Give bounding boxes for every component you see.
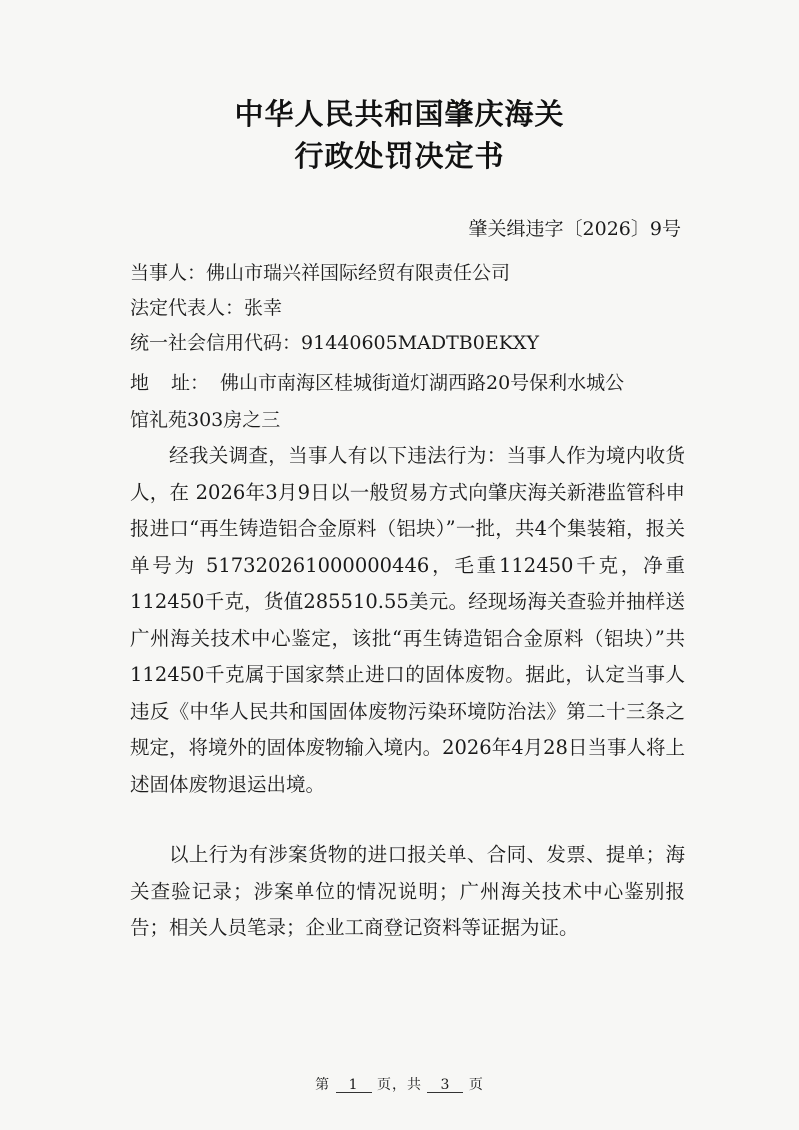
address-continuation-line <box>130 405 280 432</box>
credit-code-value: 91440605MADTB0EKXY <box>301 332 539 354</box>
address-label <box>130 368 220 395</box>
address-line <box>130 368 624 395</box>
party-line <box>130 258 510 285</box>
address-value-line2: 馆礼苑303房之三 <box>130 409 281 431</box>
legal-rep-label: 法定代表人： <box>130 297 245 319</box>
party-label: 当事人： <box>130 262 207 284</box>
legal-rep-line <box>130 293 282 320</box>
footer-prefix: 第 <box>315 1077 331 1093</box>
credit-code-label: 统一社会信用代码： <box>130 332 302 354</box>
violation-paragraph: 经我关调查，当事人有以下违法行为：当事人作为境内收货人，在 2026年3月9日以一般贸易方式向肇庆海关新港监管科申报进口“再生铸造铝合金原料（铝块）”一批，共4个集装箱，报关单号为 517320261000000446，毛重112450千克，净重112450千克，货值285510.55美元。经现场海关查验并抽样送广州海关技术中心鉴定，该批“再生铸造铝合金原料（铝块）”共112450千克属于国家禁止进口的固体废物。据此，认定当事人违反《中华人民共和国固体废物污染环境防治法》第二十三条之规定，将境外的固体废物输入境内。2026年4月28日当事人将上述固体废物退运出境。 <box>130 444 685 796</box>
credit-code-line <box>130 328 539 355</box>
party-value: 佛山市瑞兴祥国际经贸有限责任公司 <box>206 262 511 284</box>
page-footer <box>0 1074 799 1094</box>
legal-rep-value: 张幸 <box>244 297 283 319</box>
address-label-b: 址： <box>171 372 210 394</box>
address-value-line1: 佛山市南海区桂城街道灯湖西路20号保利水城公 <box>220 372 625 394</box>
document-title-line1: 中华人民共和国肇庆海关 <box>234 97 565 131</box>
document-title-line2: 行政处罚决定书 <box>294 139 505 173</box>
footer-page-number: 1 <box>336 1078 372 1093</box>
footer-page-total: 3 <box>427 1078 463 1093</box>
evidence-paragraph: 以上行为有涉案货物的进口报关单、合同、发票、提单；海关查验记录；涉案单位的情况说明；广州海关技术中心鉴别报告；相关人员笔录；企业工商登记资料等证据为证。 <box>130 843 685 939</box>
footer-middle: 页，共 <box>377 1077 422 1093</box>
document-number: 肇关缉违字〔2026〕9号 <box>468 218 681 240</box>
footer-suffix: 页 <box>468 1077 484 1093</box>
address-label-a: 地 <box>130 372 150 394</box>
